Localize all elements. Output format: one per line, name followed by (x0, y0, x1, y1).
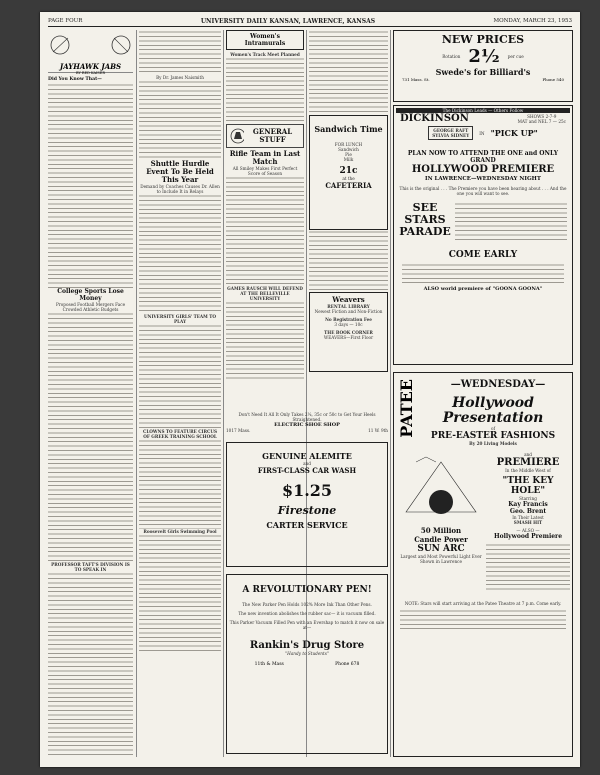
column-2 (139, 30, 221, 757)
ad-line: Milk (343, 157, 354, 162)
ad-line: THE BOOK CORNER (324, 330, 373, 335)
ad-line: "Handy to Students" (285, 651, 329, 656)
star-name: Geo. Brent (509, 508, 547, 515)
ad-line: RENTAL LIBRARY (327, 304, 370, 309)
article-body (48, 572, 133, 757)
ad-line: Newest Fiction and Non-Fiction (314, 309, 383, 314)
article-heading: UNIVERSITY GIRLS' TEAM TO PLAY (143, 314, 217, 324)
ad-line: By 20 Living Models (469, 441, 517, 446)
searchlight-icon (396, 452, 486, 522)
article-heading: Shuttle Hurdle Event To Be Held This Year (146, 159, 214, 184)
womens-intramurals-box (226, 30, 304, 50)
article-heading: Roosevelt Girls Swimming Pool (143, 529, 217, 534)
ad-line: Rankin's Drug Store (249, 640, 365, 651)
star-name: GEORGE RAFT (433, 128, 469, 133)
article-body (139, 324, 221, 429)
ad-line: STARS (404, 213, 446, 226)
article-body (226, 301, 304, 381)
ad-line: FIRST-CLASS CAR WASH (257, 466, 357, 475)
sun-arc-graphic (396, 452, 486, 593)
ad-phone: Phone 540 (542, 77, 564, 82)
ad-note: NOTE: Stars will start arriving at the Patee Theatre at 7 p.m. Come early. (404, 601, 562, 606)
ad-body (486, 543, 570, 593)
patee-ad (393, 372, 573, 757)
box-title: Women's Intramurals (244, 33, 286, 47)
ad-line: 50 Million (420, 526, 462, 535)
article-body (226, 57, 304, 122)
carter-service-ad (226, 442, 388, 567)
ad-line: Largest and Most Powerful Light Ever Shown in Lawrence (400, 554, 482, 564)
ad-line: In Their Latest (512, 515, 544, 520)
ad-line: This is the original . . . The Premiere you have been hearing about . . . And the one you will want to see. (399, 186, 567, 196)
ad-headline: Hollywood Presentation (442, 395, 544, 426)
header-center: UNIVERSITY DAILY KANSAN, LAWRENCE, KANSAS (200, 17, 376, 25)
ad-headline: A REVOLUTIONARY PEN! (242, 585, 372, 595)
ad-body (455, 202, 567, 242)
jayhawk-logo (48, 30, 133, 73)
ad-line: — ALSO — (516, 528, 540, 533)
article-body (139, 439, 221, 529)
ad-phone: Phone 678 (335, 662, 360, 667)
column-1 (48, 30, 133, 757)
ad-line: COME EARLY (448, 250, 518, 260)
article-heading: Rifle Team in Last Match (229, 149, 301, 166)
article-subheading: All Smiley Makes First Perfect Score of Season (232, 166, 298, 176)
ad-line: GENUINE ALEMITE (262, 451, 352, 461)
header-right: MONDAY, MARCH 23, 1953 (493, 18, 572, 24)
parker-pen-ad (226, 574, 388, 754)
article-body (139, 534, 221, 654)
ad-line: ALSO world premiere of "GOONA GOONA" (423, 286, 543, 292)
star-name: Kay Francis (508, 501, 548, 508)
weavers-ad (309, 292, 388, 372)
general-stuff-box (226, 124, 304, 148)
ad-headline: HOLLYWOOD PREMIERE (411, 164, 555, 175)
ad-price: $1.25 (281, 481, 333, 500)
ad-body (400, 609, 566, 631)
article-body (48, 312, 133, 562)
article-body (139, 80, 221, 160)
ad-line: The new invention abolishes the rubber sac— it is vacuum filled. (238, 611, 376, 616)
column-rule (390, 30, 391, 757)
ad-line: PARADE (399, 225, 451, 238)
ad-line: Candle Power (414, 535, 468, 544)
theater-name: DICKINSON (400, 113, 469, 124)
page-header (48, 16, 572, 27)
ad-line: Don't Need It All It Only Takes 2¼, 35c or 50c to Get Your Heels Straightened. (238, 412, 376, 422)
ad-line: and (524, 452, 532, 457)
ad-price: 2½ (468, 46, 500, 67)
article-body (48, 83, 133, 288)
ad-line: SMASH HIT (513, 520, 543, 525)
cartoon-icon (48, 30, 133, 58)
ad-banner: The Dickinson Leads — Others Follow (396, 108, 570, 113)
ad-line: 3 days — 10c (334, 322, 363, 327)
ad-line: PRE-EASTER FASHIONS (430, 431, 556, 441)
ad-body (402, 263, 564, 283)
ad-line: Weavers (332, 295, 365, 304)
ad-line: of (490, 426, 496, 431)
article-heading: CLOWNS TO FEATURE CIRCUS OF GREEK TRAINING SCHOOL (142, 429, 218, 439)
ad-line: —WEDNESDAY— (450, 379, 546, 390)
ad-line: The New Parker Pen Holds 102% More Ink Than Other Pens. (242, 602, 372, 607)
dickinson-ad (393, 105, 573, 365)
article-body (309, 230, 388, 290)
ad-line: This Parker Vacuum Filled Pen with an Evershap to match it now on sale at— (229, 620, 385, 630)
article-body (139, 194, 221, 314)
ad-line: SEE (412, 201, 438, 214)
film-title: "PICK UP" (490, 128, 538, 138)
ad-line: PREMIERE (496, 457, 560, 468)
column-rule (223, 30, 224, 757)
ad-line: Pie (345, 152, 352, 157)
ad-line: In the Middle West of (505, 468, 551, 473)
ad-line: IN (479, 130, 485, 136)
logo-title: JAYHAWK JABS (59, 62, 122, 71)
article-heading: GAMES RAUSCH WILL DEFEND AT THE BELLEVILLE UNIVERSITY (227, 286, 303, 301)
article-heading: Women's Track Meet Planned (230, 52, 300, 57)
column-rule (136, 30, 137, 757)
column-5 (393, 30, 573, 365)
ad-line: Swede's for Billiard's (435, 67, 531, 77)
ad-line: Sandwich (338, 147, 359, 152)
firestone-logo: Firestone (277, 504, 337, 517)
ad-price: 21c (339, 166, 358, 176)
article-heading: PROFESSOR TAFT'S DIVISION IS TO SPEAK IN (51, 562, 130, 572)
ad-line: SUN ARC (417, 544, 465, 554)
article-subheading: Demand by Coaches Causes Dr. Allen to Include It in Relays (140, 184, 220, 194)
ad-line: FOR LUNCH (334, 142, 363, 147)
ad-line: No Registration Fee (325, 317, 372, 322)
theater-name: PATEE (397, 379, 416, 438)
article-heading: Did You Know That— (48, 77, 102, 82)
patee-vertical (397, 379, 416, 438)
ad-line: ELECTRIC SHOE SHOP (274, 422, 340, 428)
ad-line: CARTER SERVICE (266, 520, 348, 530)
ad-line: WEAVERS—First Floor (323, 335, 374, 340)
newspaper-page (40, 12, 580, 767)
ad-address: 11 W. 9th (368, 428, 388, 433)
ad-line: SHOWS 2-7-9 (527, 113, 557, 119)
ad-address: 1017 Mass. (226, 428, 251, 433)
ad-line: MAT and NEL 7 — 25c (517, 118, 566, 124)
ad-address: 731 Mass. St. (402, 77, 430, 82)
article-heading: College Sports Lose Money (57, 288, 124, 302)
ad-line: CAFETERIA (325, 181, 372, 190)
sandwich-ad (309, 115, 388, 230)
sandwich-title: Sandwich Time (314, 124, 383, 134)
star-name: SYLVIA SIDNEY (432, 133, 470, 138)
ad-line: and (303, 461, 311, 466)
general-stuff-title: GENERAL STUFF (252, 127, 293, 144)
ad-line: PLAN NOW TO ATTEND THE ONE and ONLY GRAND (407, 150, 559, 164)
film-title: "THE KEY HOLE" (502, 476, 554, 496)
ad-address: 11th & Mass (254, 662, 284, 667)
ad-line: Rotation (442, 54, 461, 59)
ad-headline: NEW PRICES (441, 33, 525, 46)
logo-byline: BY RED KAISER (75, 71, 105, 75)
bell-icon (229, 127, 244, 145)
header-left: PAGE FOUR (48, 18, 83, 24)
billiards-ad (393, 30, 573, 102)
ad-line: at the (342, 176, 355, 181)
shoe-shop-ad (226, 412, 388, 433)
column-3 (226, 30, 304, 410)
article-byline: By Dr. James Naismith (156, 75, 204, 80)
article-body (309, 30, 388, 115)
ad-line: Hollywood Premiere (493, 533, 563, 540)
ad-line: per cue (507, 54, 524, 59)
column-4 (309, 30, 388, 410)
ad-line: Starring (519, 496, 537, 501)
article-body (139, 30, 221, 75)
article-subheading: Proposed Football Mergers Face Crowded Athletic Budgets (55, 302, 126, 312)
article-body (226, 176, 304, 286)
ad-line: IN LAWRENCE—WEDNESDAY NIGHT (425, 176, 541, 182)
